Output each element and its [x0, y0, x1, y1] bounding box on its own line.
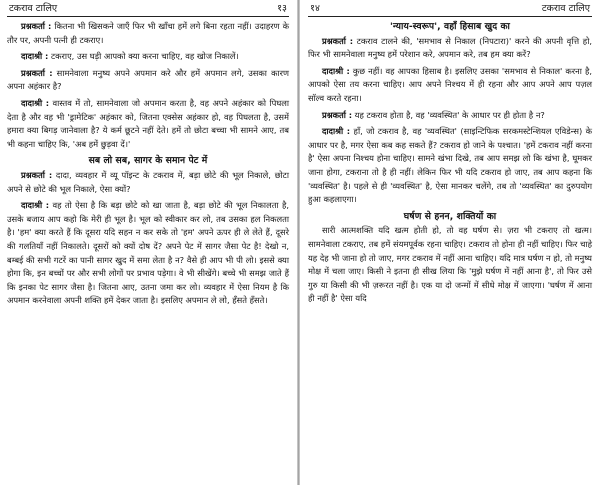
left-section-heading: सब लो सब, सागर के समान पेट में — [88, 155, 208, 167]
speaker-label: दादाश्री : — [21, 200, 50, 211]
left-paragraph-1 — [7, 20, 289, 47]
paragraph-text: हाँ, जो टकराव है, वह 'व्यवस्थित' (साइन्टिफिक सरकमस्टेन्शियल एविडेन्स) के आधार पर है, मगर ऐसा कब कह सकते हैं? टकराव हो जाने के पश्चात। 'हमें टकराव नहीं करना है' ऐसा अपना निश्चय होना चाहिए। सामने खंभा दिखे, तब आप समझ लो कि खंभा है, घूमकर जाना होगा, टकराना तो है ही नहीं। लेकिन फिर भी यदि टकराव हो जाए, तब आप कहना कि 'व्यवस्थित' है। पहले से ही 'व्यवस्थित' है, ऐसा मानकर चलेंगे, तब तो 'व्यवस्थित' का दुरुपयोग हुआ कहलाएगा। — [308, 126, 592, 205]
speaker-label: दादाश्री : — [322, 65, 350, 76]
right-header-title: टकराव टालिए — [541, 3, 590, 14]
left-paragraph-2 — [7, 50, 289, 64]
right-section-heading: 'न्याय-स्वरूप', वहाँ हिसाब खुद का — [389, 21, 511, 32]
left-page-number: १३ — [277, 3, 287, 14]
left-paragraph-4 — [7, 97, 289, 151]
paragraph-text: यह टकराव होता है, वह 'व्यवस्थित' के आधार पर ही होता है न? — [352, 109, 545, 120]
paragraph-text: कितना भी खिसकने जाएँ फिर भी खाँचा हमें लगे बिना रहता नहीं। उदाहरण के तौर पर, अपनी पत्नी ही टकराए। — [7, 21, 290, 45]
right-section-heading-2: घर्षण से हनन, शक्तियों का — [403, 210, 497, 222]
right-paragraph-3 — [308, 109, 592, 123]
paragraph-text: कुछ नहीं। वह आपका हिसाब है। इसलिए उसका 'समभाव से निकाल' करना है, आपको ऐसा तय करना चाहिए। आप अपने निश्चय में ही रहना और आप अपने आप पज़ल सॉल्व करते रहना। — [308, 65, 592, 103]
paragraph-text: टकराए, उस घड़ी आपको क्या करना चाहिए, वह खोज निकालें। — [48, 51, 239, 62]
right-paragraph-1 — [308, 35, 592, 62]
paragraph-text: वह तो ऐसा है कि बड़ा छोटे को खा जाता है, बड़ा छोटे की भूल निकालता है, उसके बजाय आप कहो कि मेरी ही भूल है। भूल को स्वीकार कर लो, तब उसका हल निकलता है। 'हम' क्या करते हैं कि दूसरा यदि सहन न कर सके तो 'हम' अपने ऊपर ही ले लेते हैं, दूसरे की गलतियाँ नहीं निकालते। दूसरों को क्यों दोष दें? अपने पेट में सागर जैसा पेट है! देखो न, बम्बई की सभी गटरें का पानी सागर खुद में समा लेता है न? वैसे ही आप भी पी लो। इससे क्या होगा कि, इन बच्चों पर और सभी लोगों पर प्रभाव पड़ेगा। वे भी सीखेंगे। बच्चे भी समझ जाते हैं कि इनका पेट सागर जैसा है। जितना आए, उतना जमा कर लो। व्यवहार में ऐसा नियम है कि अपमान करनेवाला अपनी शक्ति हमें देकर जाता है। इसलिए अपमान ले लो, हँसते हँसते। — [7, 200, 289, 306]
right-paragraph-2 — [308, 65, 592, 106]
right-running-head — [308, 2, 592, 17]
book-gutter — [297, 0, 300, 485]
left-running-head — [7, 2, 289, 17]
right-page-number: १४ — [310, 3, 320, 14]
paragraph-text: वास्तव में तो, सामनेवाला जो अपमान करता है, वह अपने अहंकार को पिघला देता है और वह भी 'ड्रामेटिक' अहंकार को, जितना एक्सेस अहंकार हो, वह पिघलता है, उसमें हमारा क्या बिगड़ जानेवाला है? ये कर्म छूटने नहीं देते। हमें तो छोटा बच्चा भी सामने आए, तब भी कहना चाहिए कि, 'अब हमें छुड़वा दें।' — [7, 97, 289, 149]
speaker-label: प्रश्नकर्ता : — [322, 109, 353, 120]
speaker-label: प्रश्नकर्ता : — [322, 35, 354, 46]
right-paragraph-4 — [308, 125, 592, 207]
paragraph-text: टकराव टालने की, 'समभाव से निकाल (निपटारा)' करने की अपनी वृत्ति हो, फिर भी सामनेवाला मनुष्य हमें परेशान करे, अपमान करे, तब हम क्या करें? — [308, 35, 592, 60]
speaker-label: दादाश्री : — [21, 51, 49, 62]
speaker-label: प्रश्नकर्ता : — [21, 21, 52, 31]
left-paragraph-5 — [7, 169, 289, 196]
speaker-label: दादाश्री : — [21, 97, 50, 108]
speaker-label: प्रश्नकर्ता : — [21, 67, 53, 78]
left-header-title: टकराव टालिए — [9, 3, 58, 14]
left-paragraph-6 — [7, 199, 289, 308]
paragraph-text: सारी आत्मशक्ति यदि खत्म होती हो, तो वह घर्षण से। ज़रा भी टकराए तो खत्म। सामनेवाला टकराए, तब हमें संयमपूर्वक रहना चाहिए। टकराव तो होना ही नहीं चाहिए। फिर चाहे यह देह भी जाना हो तो जाए, मगर टकराव में नहीं आना चाहिए। यदि मात्र घर्षण न हो, तो मनुष्य मोक्ष में चला जाए। किसी ने इतना ही सीख लिया कि 'मुझे घर्षण में नहीं आना है', तो फिर उसे गुरु या किसी की भी ज़रूरत नहीं है। एक या दो जन्मों में सीधे मोक्ष में जाएगा। 'घर्षण में आना ही नहीं है' ऐसा यदि — [308, 225, 592, 304]
left-page — [3, 2, 293, 480]
paragraph-text: दादा, व्यवहार में व्यू पॉइन्ट के टकराव में, बड़ा छोटे की भूल निकाले, छोटा अपने से छोटे की भूल निकाले, ऐसा क्यों? — [7, 169, 289, 194]
right-paragraph-5 — [308, 224, 592, 306]
paragraph-text: सामनेवाला मनुष्य अपने अपमान करे और हमें अपमान लगे, उसका कारण अपना अहंकार है? — [7, 67, 289, 92]
speaker-label: दादाश्री : — [322, 126, 351, 137]
right-page — [304, 2, 596, 480]
speaker-label: प्रश्नकर्ता : — [21, 169, 53, 180]
left-paragraph-3 — [7, 67, 289, 94]
